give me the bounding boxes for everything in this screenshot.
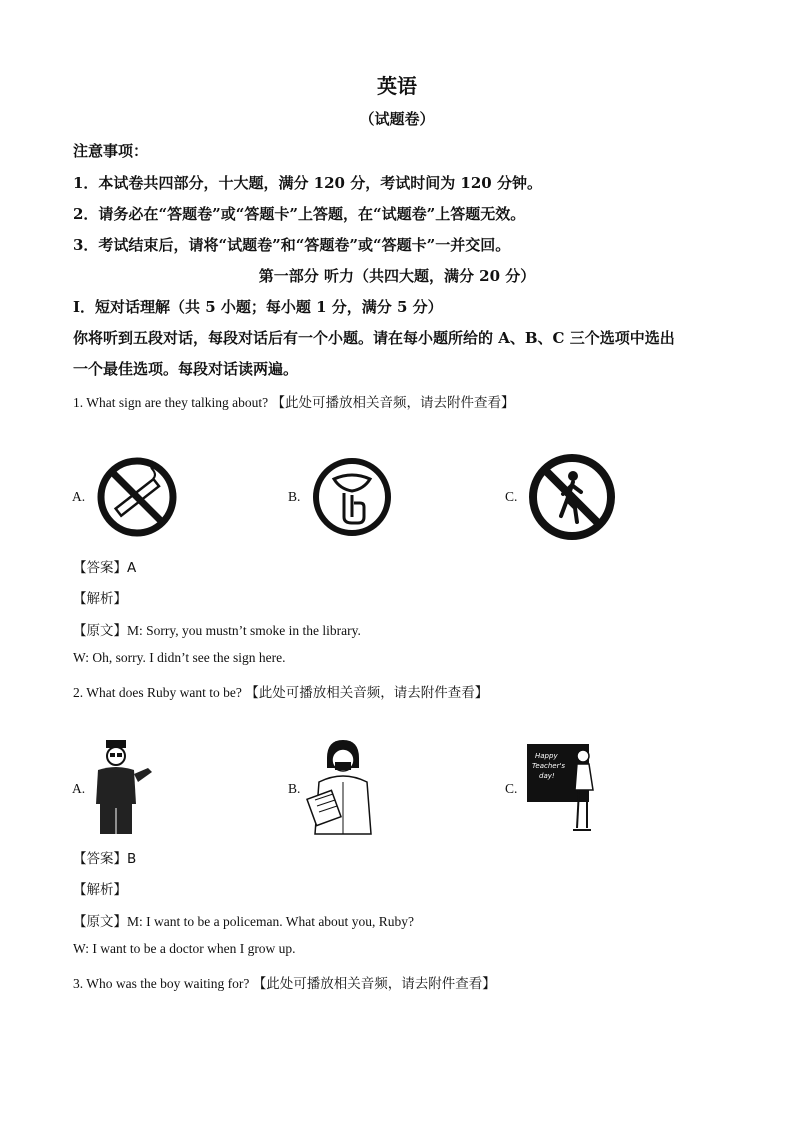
page-subtitle: （试题卷） — [359, 110, 435, 128]
teacher-blackboard-icon — [525, 742, 599, 838]
question-3-stem: 3. Who was the boy waiting for? 【此处可播放相关音频，请去附件查看】 — [73, 976, 496, 991]
q1-analysis: 【解析】 — [73, 591, 127, 607]
q1-script-1: 【原文】M: Sorry, you mustn’t smoke in the library. — [73, 623, 361, 638]
policeman-icon — [90, 738, 162, 840]
no-walking-icon — [527, 452, 617, 546]
board-text-1: Happy — [535, 752, 558, 760]
board-text-3: day! — [539, 772, 555, 780]
instructions-line-2: 一个最佳选项。每段对话读两遍。 — [73, 360, 299, 378]
q2-script-1: 【原文】M: I want to be a policeman. What about you, Ruby? — [73, 914, 414, 929]
section-heading: Ⅰ．短对话理解（共 5 小题；每小题 1 分，满分 5 分） — [73, 298, 443, 316]
note-item-2: 2．请务必在“答题卷”或“答题卡”上答题，在“试题卷”上答题无效。 — [73, 205, 526, 223]
note-item-1: 1．本试卷共四部分，十大题，满分 120 分，考试时间为 120 分钟。 — [73, 174, 542, 192]
q2-option-c-label: C. — [505, 781, 518, 796]
q2-option-b-label: B. — [288, 781, 301, 796]
notes-heading: 注意事项： — [73, 142, 149, 160]
page-title: 英语 — [377, 74, 417, 98]
q1-option-c-label: C. — [505, 489, 518, 504]
question-1-stem: 1. What sign are they talking about? 【此处可播放相关音频，请去附件查看】 — [73, 395, 515, 410]
q1-option-b-label: B. — [288, 489, 301, 504]
q2-answer: 【答案】B — [73, 851, 137, 867]
q1-script-2: W: Oh, sorry. I didn’t see the sign here. — [73, 650, 286, 665]
part-heading: 第一部分 听力（共四大题，满分 20 分） — [258, 267, 536, 285]
no-smoking-icon — [95, 455, 179, 543]
q1-option-a-label: A. — [72, 489, 86, 504]
question-2-stem: 2. What does Ruby want to be? 【此处可播放相关音频，请去附件查看】 — [73, 685, 489, 700]
q2-script-2: W: I want to be a doctor when I grow up. — [73, 941, 296, 956]
q2-analysis: 【解析】 — [73, 882, 127, 898]
q2-option-a-label: A. — [72, 781, 86, 796]
quiet-sign-icon — [310, 455, 394, 543]
instructions-line-1: 你将听到五段对话，每段对话后有一个小题。请在每小题所给的 A、B、C 三个选项中选出 — [73, 329, 675, 347]
note-item-3: 3．考试结束后，请将“试题卷”和“答题卷”或“答题卡”一并交回。 — [73, 236, 511, 254]
q1-answer: 【答案】A — [73, 560, 137, 576]
board-text-2: Teacher's — [532, 762, 566, 770]
doctor-icon — [305, 738, 379, 840]
